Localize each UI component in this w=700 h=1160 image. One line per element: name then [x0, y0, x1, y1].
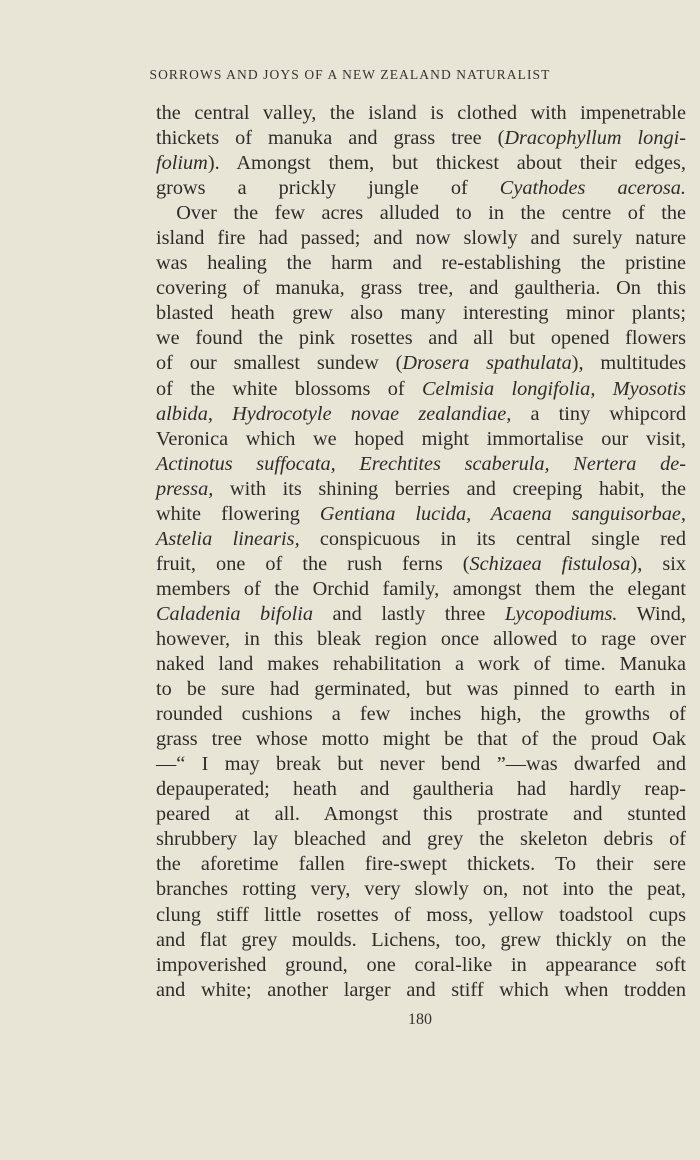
text-segment: fruit, one of the rush ferns ( — [156, 552, 470, 575]
text-segment: Over the few acres alluded to in the centre of the — [156, 202, 686, 225]
text-line — [156, 802, 686, 827]
text-segment: a tiny whipcord — [511, 402, 686, 425]
text-line — [156, 226, 686, 251]
text-segment: and flat grey moulds. Lichens, too, grew thickly on the — [156, 928, 686, 951]
text-line — [156, 627, 686, 652]
italic-text: Schizaea fistulosa — [469, 552, 631, 575]
text-segment: —“ I may break but never bend ”—was dwarfed and — [156, 753, 686, 776]
text-segment: the aforetime fallen fire-swept thickets. To their sere — [156, 853, 686, 876]
text-line — [156, 928, 686, 953]
text-segment: the central valley, the island is clothed with impenetrable — [156, 102, 686, 124]
italic-text: pressa, — [156, 477, 214, 500]
text-segment: with its shining berries and creeping habit, the — [213, 477, 686, 500]
text-segment: naked land makes rehabilitation a work of time. Manuka — [156, 653, 686, 676]
text-segment: grass tree whose motto might be that of the proud Oak — [156, 728, 686, 751]
text-line — [156, 852, 686, 877]
italic-text: Lycopodiums. — [504, 602, 618, 625]
text-line — [156, 752, 686, 777]
text-line — [156, 151, 686, 176]
text-segment: rounded cushions a few inches high, the growths of — [156, 703, 686, 726]
text-line — [156, 877, 686, 902]
text-segment: and white; another larger and stiff which when trodden — [156, 978, 686, 1001]
page-number: 180 — [408, 1011, 432, 1028]
text-line — [156, 126, 686, 151]
text-segment: ), multitudes — [571, 352, 686, 375]
text-segment: shrubbery lay bleached and grey the skeleton debris of — [156, 828, 686, 851]
text-line — [156, 477, 686, 502]
text-segment: impoverished ground, one coral-like in appearance soft — [156, 953, 686, 976]
text-line — [156, 427, 686, 452]
text-line — [156, 702, 686, 727]
italic-text: Gentiana lucida, Acaena sanguisorbae, — [319, 502, 686, 525]
text-line — [156, 777, 686, 802]
text-line — [156, 552, 686, 577]
text-line — [156, 101, 686, 126]
text-line — [156, 276, 686, 301]
text-segment: clung stiff little rosettes of moss, yellow toadstool cups — [156, 903, 686, 926]
text-line — [156, 452, 686, 477]
italic-text: Astelia linearis, — [156, 527, 300, 550]
text-line — [156, 301, 686, 326]
italic-text: folium — [156, 152, 208, 175]
text-segment: ), six — [630, 552, 686, 575]
text-segment: thickets of manuka and grass tree ( — [156, 127, 505, 150]
text-line — [156, 201, 686, 226]
text-segment: of our smallest sundew ( — [156, 352, 403, 375]
text-line — [156, 377, 686, 402]
text-line — [156, 577, 686, 602]
text-segment: we found the pink rosettes and all but opened flowers — [156, 327, 686, 350]
running-head: SORROWS AND JOYS OF A NEW ZEALAND NATURALIST — [149, 67, 551, 82]
text-line — [156, 827, 686, 852]
text-line — [156, 502, 686, 527]
text-line — [156, 602, 686, 627]
italic-text: Celmisia longifolia, Myosotis — [421, 377, 686, 400]
text-line — [156, 677, 686, 702]
text-line — [156, 903, 686, 928]
text-segment: members of the Orchid family, amongst them the elegant — [156, 577, 686, 600]
text-line — [156, 326, 686, 351]
text-line — [156, 978, 686, 1003]
text-line — [156, 351, 686, 376]
italic-text: Dracophyllum longi- — [504, 127, 686, 150]
text-segment: grows a prickly jungle of — [156, 177, 500, 200]
text-line — [156, 527, 686, 552]
text-segment: depauperated; heath and gaultheria had hardly reap- — [156, 778, 686, 801]
body-text — [156, 101, 686, 1003]
text-line — [156, 176, 686, 201]
text-line — [156, 251, 686, 276]
text-segment: ). Amongst them, but thickest about their edges, — [207, 152, 686, 175]
italic-text: Cyathodes acerosa. — [499, 177, 686, 200]
text-segment: to be sure had germinated, but was pinned to earth in — [156, 678, 686, 701]
text-line — [156, 402, 686, 427]
text-segment: and lastly three — [313, 602, 505, 625]
text-line — [156, 727, 686, 752]
text-segment: Veronica which we hoped might immortalise our visit, — [156, 427, 686, 450]
text-segment: was healing the harm and re-establishing the pristine — [156, 252, 686, 275]
italic-text: Actinotus suffocata, Erechtites scaberula, Nertera de- — [156, 452, 686, 475]
text-segment: however, in this bleak region once allowed to rage over — [156, 627, 686, 650]
text-segment: white flowering — [156, 502, 320, 525]
text-line — [156, 652, 686, 677]
text-segment: blasted heath grew also many interesting minor plants; — [156, 302, 686, 325]
text-segment: Wind, — [617, 602, 686, 625]
text-segment: conspicuous in its central single red — [299, 527, 686, 550]
text-segment: of the white blossoms of — [156, 377, 422, 400]
text-segment: covering of manuka, grass tree, and gaultheria. On this — [156, 277, 686, 300]
text-segment: peared at all. Amongst this prostrate and stunted — [156, 803, 686, 826]
text-segment: island fire had passed; and now slowly and surely nature — [156, 227, 686, 250]
italic-text: albida, Hydrocotyle novae zealandiae, — [156, 402, 512, 425]
text-line — [156, 953, 686, 978]
italic-text: Caladenia bifolia — [156, 602, 313, 625]
text-segment: branches rotting very, very slowly on, not into the peat, — [156, 878, 686, 901]
italic-text: Drosera spathulata — [402, 352, 572, 375]
